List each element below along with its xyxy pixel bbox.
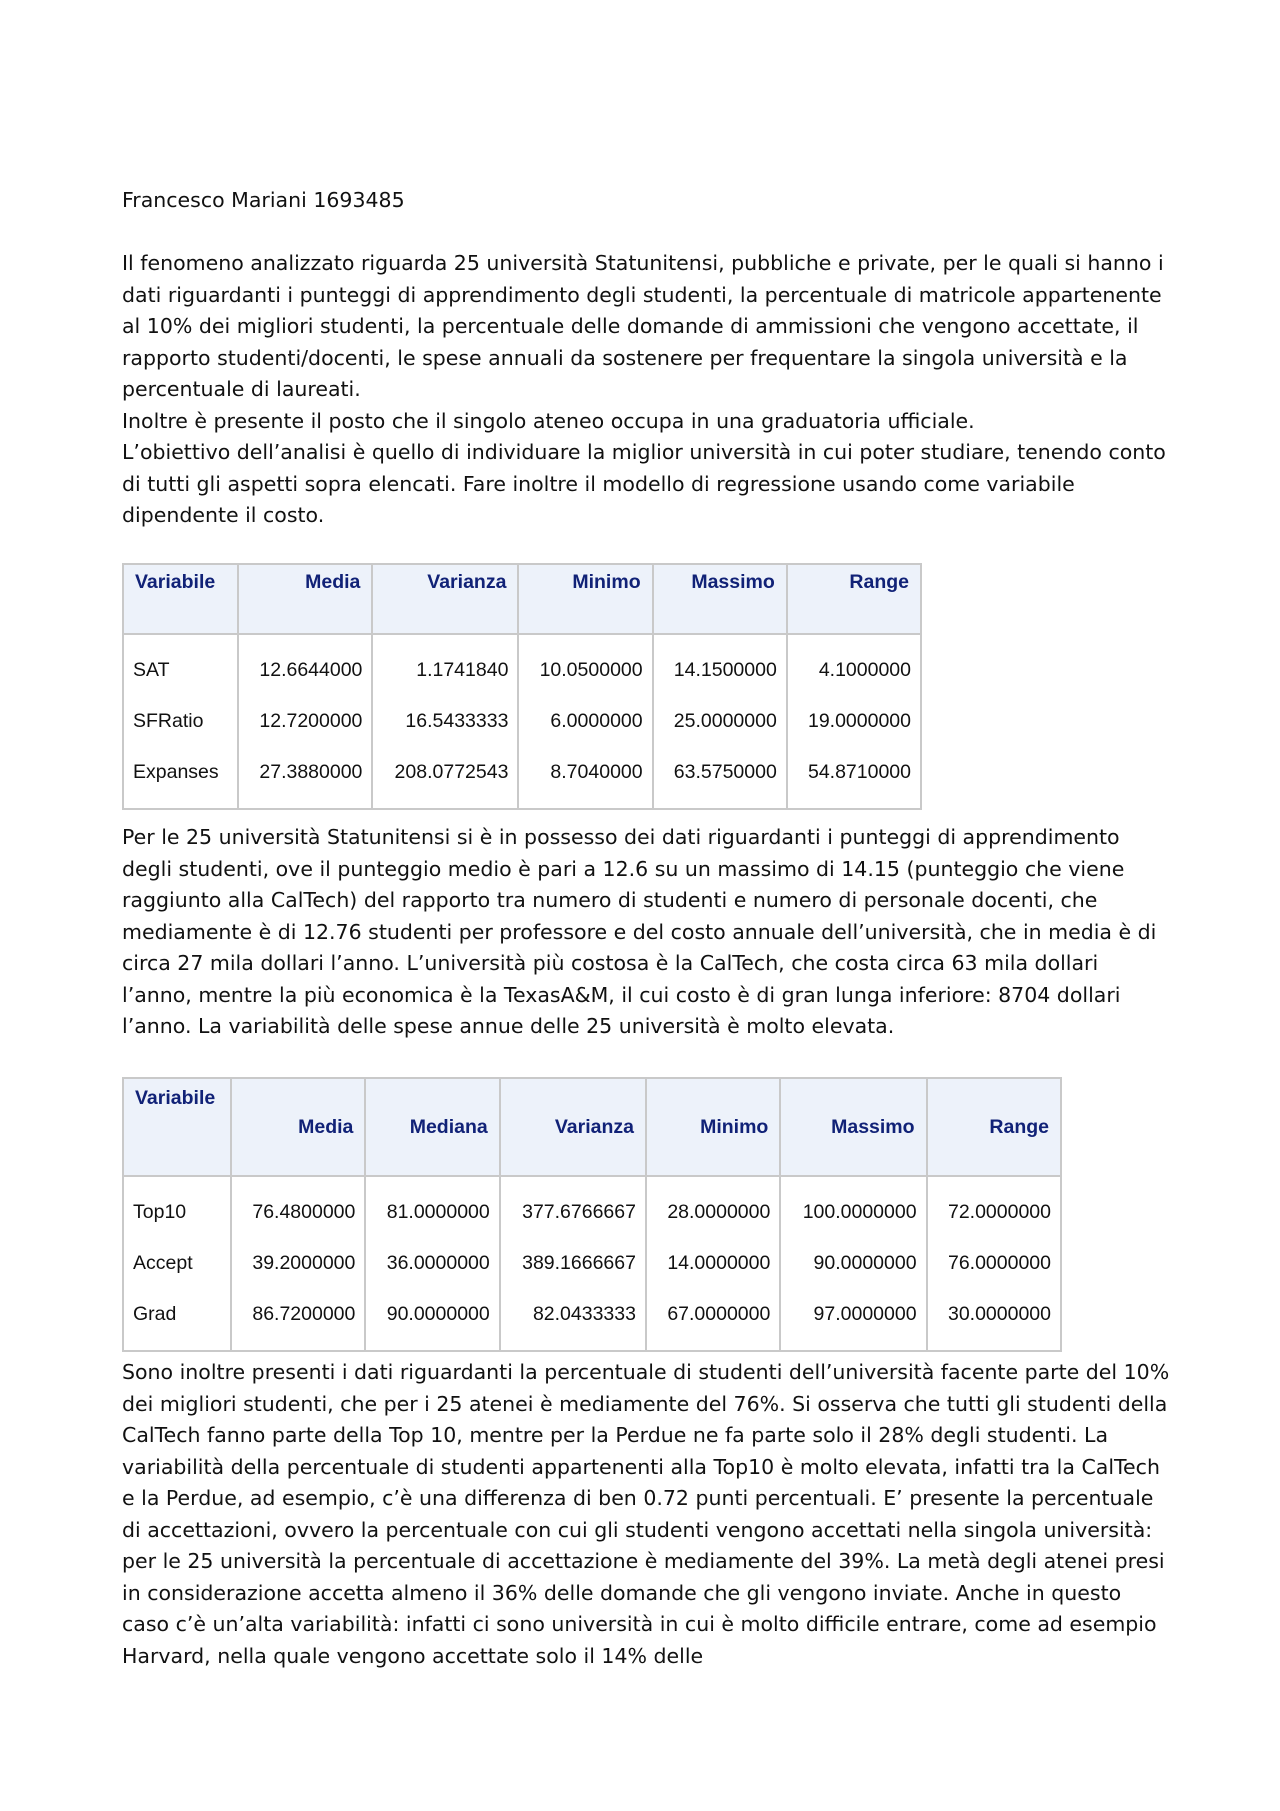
table-row	[123, 1238, 1061, 1289]
table-header-row	[123, 1078, 1061, 1176]
table-cell: 100.0000000	[780, 1176, 926, 1238]
header-cell: Varianza	[500, 1078, 646, 1176]
table-cell: 97.0000000	[780, 1289, 926, 1351]
table-row	[123, 634, 921, 696]
table-cell: 16.5433333	[372, 696, 518, 747]
table-cell: 76.4800000	[231, 1176, 365, 1238]
row-label: Grad	[123, 1289, 231, 1351]
header-cell: Minimo	[646, 1078, 780, 1176]
analysis-text-2: Sono inoltre presenti i dati riguardanti la percentuale di studenti dell’università facente parte del 10% dei migliori studenti, che per i 25 atenei è mediamente del 76%. Si osserva che tutti gli studenti della CalTech fanno parte della Top 10, mentre per la Perdue ne fa parte solo il 28% degli studenti. La variabilità della percentuale di studenti appartenenti alla Top10 è molto elevata, infatti tra la CalTech e la Perdue, ad esempio, c’è una differenza di ben 0.72 punti percentuali. E’ presente la percentuale di accettazioni, ovvero la percentuale con cui gli studenti vengono accettati nella singola università: per le 25 università la percentuale di accettazione è mediamente del 39%. La metà degli atenei presi in considerazione accetta almeno il 36% delle domande che gli vengono inviate. Anche in questo caso c’è un’alta variabilità: infatti ci sono università in cui è molto difficile entrare, come ad esempio Harvard, nella quale vengono accettate solo il 14% delle	[122, 1360, 1170, 1668]
table-cell: 14.1500000	[653, 634, 787, 696]
header-cell: Massimo	[653, 564, 787, 634]
table-cell: 82.0433333	[500, 1289, 646, 1351]
row-label: Expanses	[123, 747, 238, 809]
intro-objective: L’obiettivo dell’analisi è quello di individuare la miglior università in cui poter studiare, tenendo conto di tutti gli aspetti sopra elencati. Fare inoltre il modello di regressione usando come variabile dipendente il costo.	[122, 440, 1166, 527]
table-cell: 30.0000000	[927, 1289, 1061, 1351]
author-line	[122, 185, 1172, 217]
header-cell: Minimo	[518, 564, 652, 634]
table-cell: 8.7040000	[518, 747, 652, 809]
table-row	[123, 1289, 1061, 1351]
header-cell: Variabile	[123, 564, 238, 634]
table-cell: 1.1741840	[372, 634, 518, 696]
header-cell: Mediana	[365, 1078, 499, 1176]
table-cell: 36.0000000	[365, 1238, 499, 1289]
analysis-paragraph-1	[122, 822, 1172, 1043]
stats-table-2	[122, 1077, 1062, 1352]
header-cell: Varianza	[372, 564, 518, 634]
row-label: Top10	[123, 1176, 231, 1238]
table-header-row	[123, 564, 921, 634]
intro-paragraph: Il fenomeno analizzato riguarda 25 università Statunitensi, pubbliche e private, per le quali si hanno i dati riguardanti i punteggi di apprendimento degli studenti, la percentuale di matricole appartenente al 10% dei migliori studenti, la percentuale delle domande di ammissioni che vengono accettate, il rapporto studenti/docenti, le spese annuali da sostenere per frequentare la singola università e la percentuale di laureati.	[122, 251, 1164, 401]
table-cell: 90.0000000	[365, 1289, 499, 1351]
table-row	[123, 1176, 1061, 1238]
table-row	[123, 747, 921, 809]
table-cell: 208.0772543	[372, 747, 518, 809]
table-cell: 12.6644000	[238, 634, 372, 696]
table-cell: 63.5750000	[653, 747, 787, 809]
table-cell: 10.0500000	[518, 634, 652, 696]
analysis-text-1: Per le 25 università Statunitensi si è in possesso dei dati riguardanti i punteggi di apprendimento degli studenti, ove il punteggio medio è pari a 12.6 su un massimo di 14.15 (punteggio che viene raggiunto alla CalTech) del rapporto tra numero di studenti e numero di personale docenti, che mediamente è di 12.76 studenti per professore e del costo annuale dell’università, che in media è di circa 27 mila dollari l’anno. L’università più costosa è la CalTech, che costa circa 63 mila dollari l’anno, mentre la più economica è la TexasA&M, il cui costo è di gran lunga inferiore: 8704 dollari l’anno. La variabilità delle spese annue delle 25 università è molto elevata.	[122, 825, 1157, 1038]
table-cell: 389.1666667	[500, 1238, 646, 1289]
table-cell: 27.3880000	[238, 747, 372, 809]
table-cell: 81.0000000	[365, 1176, 499, 1238]
header-cell: Media	[231, 1078, 365, 1176]
table-cell: 90.0000000	[780, 1238, 926, 1289]
intro-ranking-line: Inoltre è presente il posto che il singolo ateneo occupa in una graduatoria ufficiale.	[122, 408, 975, 433]
table-cell: 377.6766667	[500, 1176, 646, 1238]
table-cell: 19.0000000	[787, 696, 921, 747]
table-cell: 72.0000000	[927, 1176, 1061, 1238]
header-cell: Variabile	[123, 1078, 231, 1176]
table-cell: 25.0000000	[653, 696, 787, 747]
header-cell: Media	[238, 564, 372, 634]
row-label: SFRatio	[123, 696, 238, 747]
table-cell: 76.0000000	[927, 1238, 1061, 1289]
table-cell: 12.7200000	[238, 696, 372, 747]
table-row	[123, 696, 921, 747]
header-cell: Range	[787, 564, 921, 634]
table-cell: 14.0000000	[646, 1238, 780, 1289]
table-cell: 4.1000000	[787, 634, 921, 696]
table-cell: 6.0000000	[518, 696, 652, 747]
row-label: Accept	[123, 1238, 231, 1289]
author-name: Francesco Mariani 1693485	[122, 188, 405, 212]
analysis-paragraph-2	[122, 1357, 1172, 1672]
header-cell: Massimo	[780, 1078, 926, 1176]
row-label: SAT	[123, 634, 238, 696]
table-cell: 54.8710000	[787, 747, 921, 809]
header-cell: Range	[927, 1078, 1061, 1176]
stats-table-1	[122, 563, 922, 810]
intro-section	[122, 248, 1172, 532]
table-cell: 39.2000000	[231, 1238, 365, 1289]
table-cell: 67.0000000	[646, 1289, 780, 1351]
table-cell: 86.7200000	[231, 1289, 365, 1351]
table-cell: 28.0000000	[646, 1176, 780, 1238]
